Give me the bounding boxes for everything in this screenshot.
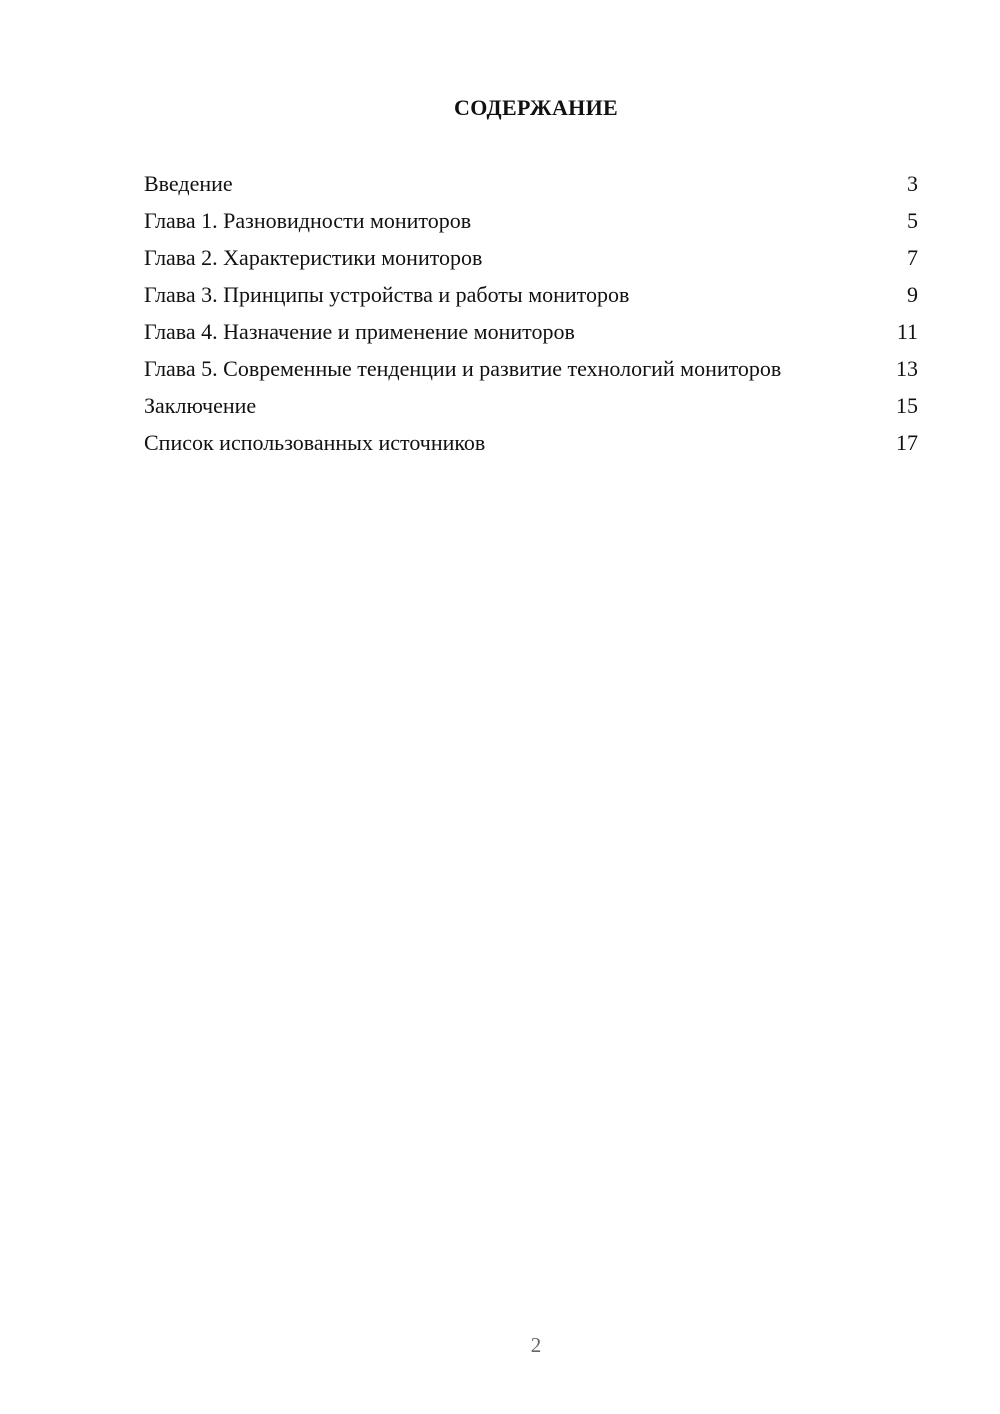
toc-item-text: Глава 4. Назначение и применение мониторов [144, 319, 575, 344]
toc-item-text: Глава 3. Принципы устройства и работы мониторов [144, 282, 630, 307]
toc-item-page: 15 [896, 393, 918, 418]
toc-item-text: Глава 1. Разновидности мониторов [144, 208, 472, 233]
toc-item-introduction [144, 170, 918, 197]
toc-item-page: 3 [907, 171, 918, 196]
page-number: 2 [530, 1333, 542, 1357]
toc-item-text: Глава 5. Современные тенденции и развитие технологий мониторов [144, 356, 782, 381]
toc-item-page: 5 [907, 208, 918, 233]
toc-item-page: 13 [896, 356, 918, 381]
toc-title: СОДЕРЖАНИЕ [454, 95, 618, 120]
toc-item-page: 11 [896, 319, 918, 344]
toc-item-conclusion [144, 392, 918, 419]
toc-item-text: Список использованных источников [144, 430, 486, 455]
toc-item-page: 9 [907, 282, 918, 307]
toc-item-page: 17 [896, 430, 918, 455]
toc-item-text: Заключение [144, 393, 257, 418]
table-of-contents [144, 170, 918, 466]
toc-item-chapter-3 [144, 281, 918, 308]
toc-item-text: Глава 2. Характеристики мониторов [144, 245, 483, 270]
toc-item-chapter-2 [144, 244, 918, 271]
toc-item-chapter-1 [144, 207, 918, 234]
toc-item-chapter-5 [144, 355, 918, 382]
toc-item-chapter-4 [144, 318, 918, 345]
toc-item-page: 7 [907, 245, 918, 270]
toc-item-text: Введение [144, 171, 233, 196]
toc-item-references [144, 429, 918, 456]
